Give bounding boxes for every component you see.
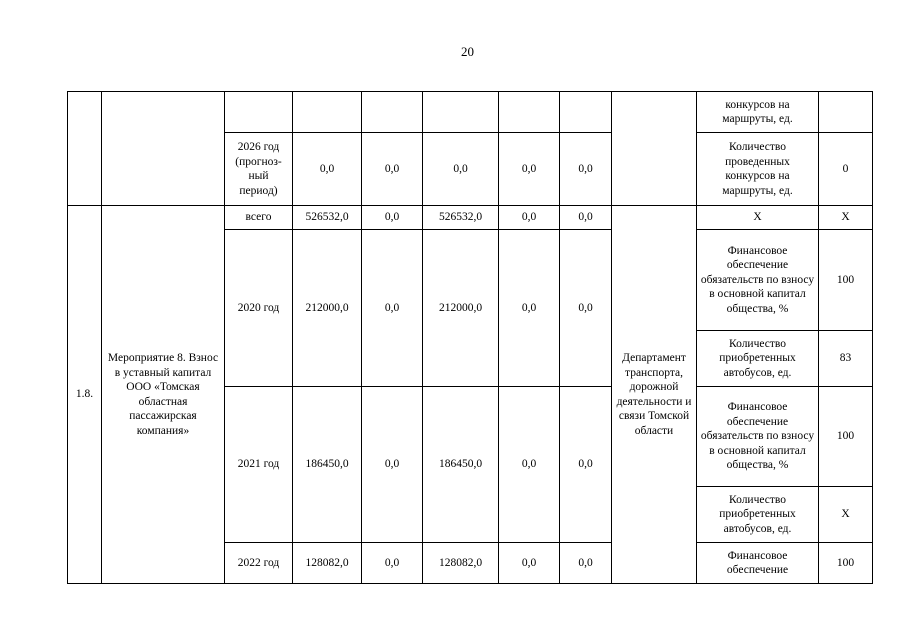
value-cell <box>499 92 560 133</box>
period-cell: 2020 год <box>225 230 293 387</box>
period-cell: 2026 год (прогноз-ный период) <box>225 133 293 206</box>
indicator-value-cell <box>819 92 873 133</box>
indicator-name-cell: Количество приобретенных автобусов, ед. <box>697 487 819 543</box>
value-cell <box>362 92 423 133</box>
indicator-name-cell: Количество проведенных конкурсов на маршруты, ед. <box>697 133 819 206</box>
value-cell <box>293 92 362 133</box>
period-cell: 2022 год <box>225 543 293 584</box>
value-cell: 0,0 <box>362 543 423 584</box>
indicator-name-cell: Количество приобретенных автобусов, ед. <box>697 331 819 387</box>
indicator-value-cell: Х <box>819 206 873 230</box>
number-cell <box>68 92 102 206</box>
value-cell: 186450,0 <box>423 387 499 543</box>
value-cell: 0,0 <box>560 230 612 387</box>
value-cell: 0,0 <box>362 230 423 387</box>
indicator-name-cell: Финансовое обеспечение <box>697 543 819 584</box>
value-cell: 526532,0 <box>293 206 362 230</box>
indicator-value-cell: 100 <box>819 387 873 487</box>
value-cell: 0,0 <box>499 206 560 230</box>
value-cell: 186450,0 <box>293 387 362 543</box>
period-cell <box>225 92 293 133</box>
value-cell: 0,0 <box>293 133 362 206</box>
page-number: 20 <box>461 44 474 59</box>
value-cell: 0,0 <box>362 387 423 543</box>
value-cell <box>560 92 612 133</box>
value-cell: 0,0 <box>560 133 612 206</box>
value-cell: 212000,0 <box>293 230 362 387</box>
measure-name-cell: Мероприятие 8. Взнос в уставный капитал ООО «Томская областная пассажирская компания» <box>102 206 225 584</box>
value-cell: 0,0 <box>499 543 560 584</box>
value-cell: 0,0 <box>362 133 423 206</box>
indicator-name-cell: конкурсов на маршруты, ед. <box>697 92 819 133</box>
indicator-value-cell: 83 <box>819 331 873 387</box>
indicator-name-cell: Финансовое обеспечение обязательств по взносу в основной капитал общества, % <box>697 230 819 331</box>
value-cell <box>423 92 499 133</box>
measure-number-cell: 1.8. <box>68 206 102 584</box>
indicator-name-cell: Финансовое обеспечение обязательств по взносу в основной капитал общества, % <box>697 387 819 487</box>
value-cell: 0,0 <box>499 133 560 206</box>
value-cell: 0,0 <box>560 387 612 543</box>
value-cell: 526532,0 <box>423 206 499 230</box>
value-cell: 212000,0 <box>423 230 499 387</box>
value-cell: 0,0 <box>560 543 612 584</box>
value-cell: 128082,0 <box>293 543 362 584</box>
value-cell: 0,0 <box>499 387 560 543</box>
indicator-value-cell: Х <box>819 487 873 543</box>
value-cell: 0,0 <box>560 206 612 230</box>
program-measures-table <box>67 91 873 584</box>
table-row <box>68 92 873 133</box>
indicator-value-cell: 100 <box>819 543 873 584</box>
period-cell: 2021 год <box>225 387 293 543</box>
value-cell: 0,0 <box>499 230 560 387</box>
indicator-value-cell: 100 <box>819 230 873 331</box>
executor-cell: Департамент транспорта, дорожной деятельности и связи Томской области <box>612 206 697 584</box>
value-cell: 0,0 <box>423 133 499 206</box>
value-cell: 0,0 <box>362 206 423 230</box>
executor-cell <box>612 92 697 206</box>
indicator-value-cell: 0 <box>819 133 873 206</box>
indicator-name-cell: Х <box>697 206 819 230</box>
value-cell: 128082,0 <box>423 543 499 584</box>
measure-name-cell <box>102 92 225 206</box>
period-cell: всего <box>225 206 293 230</box>
table-row <box>68 206 873 230</box>
